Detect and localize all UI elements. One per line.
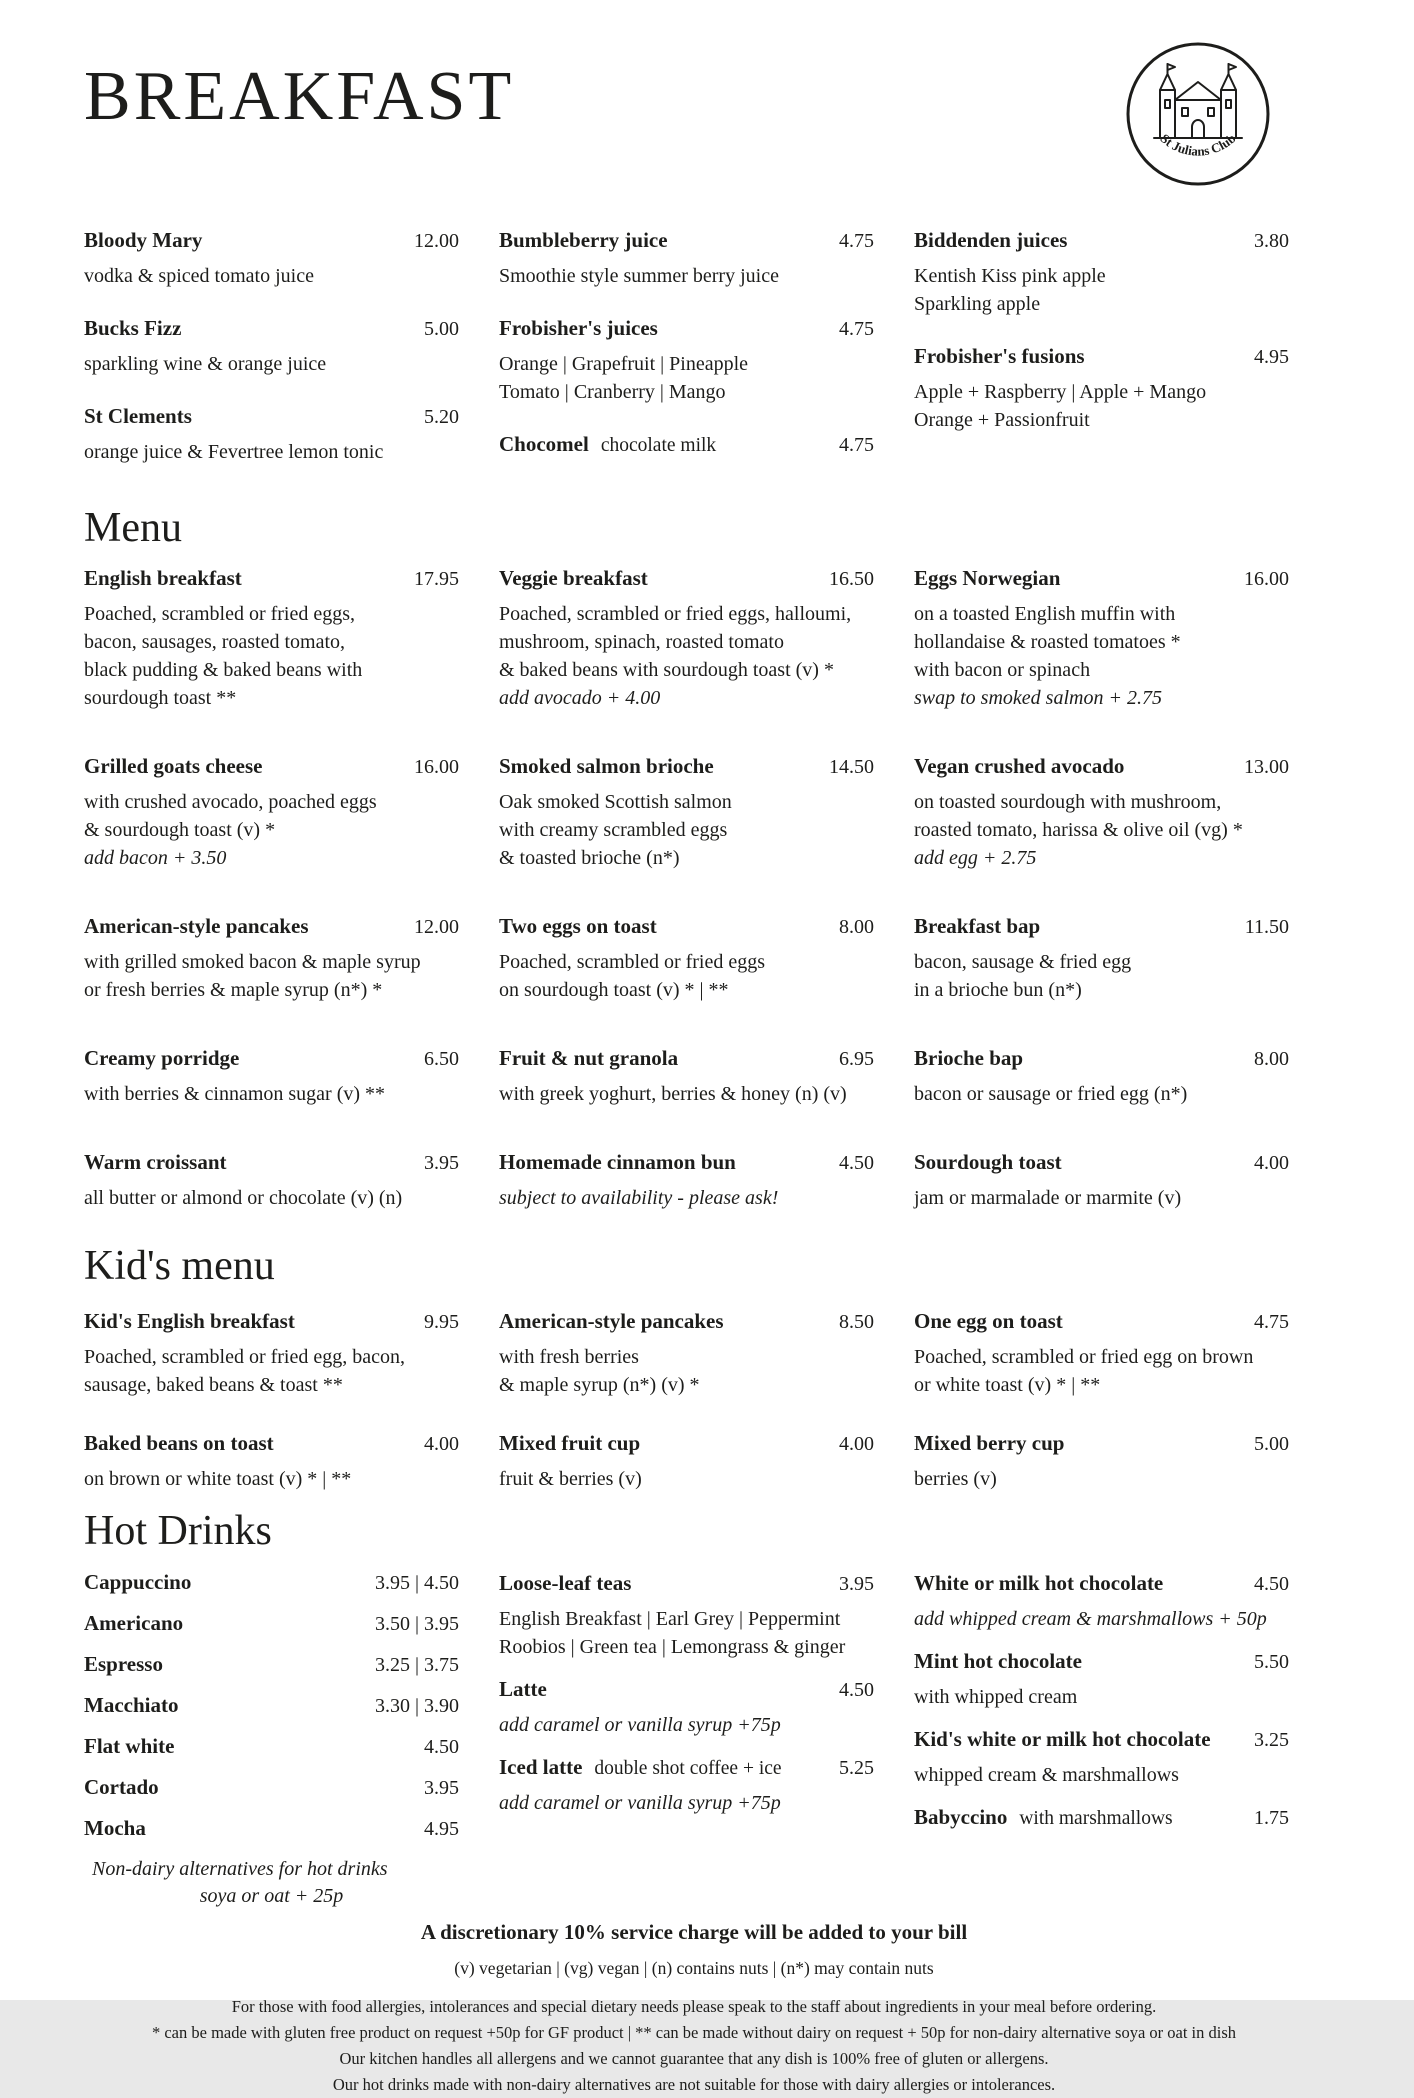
item-desc-line: with crushed avocado, poached eggs — [84, 791, 377, 814]
item-chocomel — [499, 430, 874, 458]
hot-drinks-column-2 — [499, 1569, 874, 1910]
item-desc-line: Tomato | Cranberry | Mango — [499, 381, 726, 403]
item-breakfast-bap — [914, 912, 1289, 1004]
item-name: Fruit & nut granola — [499, 1046, 679, 1071]
item-name: Vegan crushed avocado — [914, 754, 1125, 779]
item-name: Homemade cinnamon bun — [499, 1150, 736, 1175]
item-price: 4.95 — [424, 1817, 459, 1840]
item-desc-line: with greek yoghurt, berries & honey (n) (v) — [499, 1083, 847, 1106]
item-row — [914, 564, 1289, 592]
item-row — [914, 1148, 1289, 1176]
menu-column-3 — [914, 564, 1289, 1252]
kids-menu-columns — [84, 1307, 1304, 1523]
item-name: Brioche bap — [914, 1046, 1024, 1071]
kids-column-1 — [84, 1307, 459, 1523]
item-desc-line: Poached, scrambled or fried eggs, — [84, 603, 356, 626]
item-desc-line: sparkling wine & orange juice — [84, 353, 327, 375]
item-price: 3.95 | 4.50 — [374, 1571, 459, 1594]
item-name: Flat white — [84, 1733, 175, 1758]
item-row — [84, 1148, 459, 1176]
item-mocha — [84, 1815, 459, 1842]
item-row — [84, 1774, 459, 1801]
item-name: Espresso — [84, 1651, 163, 1676]
kids-menu-heading: Kid's menu — [84, 1243, 275, 1290]
item-fruit-nut-granola — [499, 1044, 874, 1108]
item-price: 12.00 — [414, 230, 459, 252]
item-desc-line: hollandaise & roasted tomatoes * — [914, 631, 1181, 654]
item-name: Smoked salmon brioche — [499, 754, 714, 779]
item-row — [84, 1815, 459, 1842]
item-row — [84, 752, 459, 780]
menu-column-2 — [499, 564, 874, 1252]
item-name: Warm croissant — [84, 1150, 227, 1175]
item-row — [499, 1148, 874, 1176]
drinks-column-3 — [914, 226, 1289, 490]
item-price: 4.50 — [839, 1152, 874, 1175]
item-iced-latte — [499, 1753, 874, 1817]
dietary-key: (v) vegetarian | (vg) vegan | (n) contains nuts | (n*) may contain nuts — [454, 1957, 934, 1978]
drinks-column-2 — [499, 226, 874, 490]
item-name: Bumbleberry juice — [499, 228, 668, 252]
item-americano — [84, 1610, 459, 1637]
item-price: 8.00 — [1254, 1048, 1289, 1071]
item-price: 4.00 — [1254, 1152, 1289, 1175]
item-desc-line: English Breakfast | Earl Grey | Peppermint — [499, 1607, 841, 1630]
item-price: 3.25 — [1254, 1728, 1289, 1751]
item-row — [84, 1429, 459, 1457]
item-white-or-milk-hot-chocolate — [914, 1569, 1289, 1633]
item-name: Kid's English breakfast — [84, 1308, 295, 1333]
item-name: Chocomel — [499, 432, 589, 456]
item-row — [84, 1692, 459, 1719]
item-row — [499, 1429, 874, 1457]
kids-menu-section — [84, 1242, 1304, 1522]
item-desc-line: whipped cream & marshmallows — [914, 1763, 1179, 1786]
item-desc-line: add caramel or vanilla syrup +75p — [499, 1791, 781, 1814]
item-name: Baked beans on toast — [84, 1430, 274, 1455]
item-row — [499, 912, 874, 940]
item-desc-line: Apple + Raspberry | Apple + Mango — [914, 381, 1207, 403]
item-name: Mint hot chocolate — [914, 1648, 1082, 1673]
item-row — [914, 1307, 1289, 1335]
hot-drinks-heading: Hot Drinks — [84, 1507, 272, 1554]
item-price: 5.50 — [1254, 1650, 1289, 1673]
item-warm-croissant — [84, 1148, 459, 1212]
item-name: Frobisher's fusions — [914, 344, 1085, 368]
hot-drinks-columns — [84, 1569, 1304, 1910]
item-row — [84, 564, 459, 592]
item-brioche-bap — [914, 1044, 1289, 1108]
item-desc-line: all butter or almond or chocolate (v) (n) — [84, 1187, 403, 1210]
item-price: 3.25 | 3.75 — [374, 1653, 459, 1676]
item-price: 5.00 — [1254, 1432, 1289, 1455]
svg-text:St Julians Club — [1157, 131, 1238, 159]
item-name: White or milk hot chocolate — [914, 1570, 1164, 1595]
item-price: 16.00 — [414, 756, 459, 779]
item-creamy-porridge — [84, 1044, 459, 1108]
item-row — [914, 912, 1289, 940]
drinks-column-1 — [84, 226, 459, 490]
item-bloody-mary — [84, 226, 459, 290]
hot-drinks-column-1 — [84, 1569, 459, 1910]
note-soya-or-oat-25p: soya or oat + 25p — [199, 1884, 344, 1907]
allergy-note-1: For those with food allergies, intolerances and special dietary needs please speak to the staff about ingredients in your meal before ordering. — [231, 1996, 1157, 2016]
item-price: 5.25 — [839, 1756, 874, 1779]
allergy-note-3: Our kitchen handles all allergens and we cannot guarantee that any dish is 100% free of gluten or allergens. — [339, 2048, 1049, 2068]
item-espresso — [84, 1651, 459, 1678]
item-desc-line: Poached, scrambled or fried egg, bacon, — [84, 1345, 405, 1368]
item-row — [499, 430, 874, 458]
item-name: Frobisher's juices — [499, 316, 658, 340]
item-price: 3.80 — [1254, 230, 1289, 252]
item-desc-line: orange juice & Fevertree lemon tonic — [84, 441, 384, 463]
item-row — [914, 1647, 1289, 1675]
item-desc-line: in a brioche bun (n*) — [914, 979, 1082, 1002]
item-price: 4.75 — [839, 434, 874, 456]
item-desc-line: with fresh berries — [499, 1345, 639, 1368]
item-desc-line: sausage, baked beans & toast ** — [84, 1373, 343, 1396]
item-row — [499, 1307, 874, 1335]
item-inline-desc: chocolate milk — [600, 435, 717, 456]
item-row — [914, 342, 1289, 370]
item-desc-line: vodka & spiced tomato juice — [84, 265, 314, 287]
item-name: Bloody Mary — [84, 228, 203, 252]
item-desc-line: on brown or white toast (v) * | ** — [84, 1467, 352, 1490]
item-baked-beans-on-toast — [84, 1429, 459, 1493]
hot-drinks-column-3 — [914, 1569, 1289, 1910]
item-desc-line: add whipped cream & marshmallows + 50p — [914, 1607, 1267, 1630]
item-desc-line: with whipped cream — [914, 1685, 1078, 1708]
item-row — [84, 912, 459, 940]
item-price: 3.50 | 3.95 — [374, 1612, 459, 1635]
item-desc-line: bacon, sausages, roasted tomato, — [84, 631, 346, 654]
item-price: 4.95 — [1254, 346, 1289, 368]
item-desc-line: fruit & berries (v) — [499, 1467, 642, 1490]
item-desc-line: on sourdough toast (v) * | ** — [499, 979, 729, 1002]
item-row — [84, 1651, 459, 1678]
item-desc-line: on a toasted English muffin with — [914, 603, 1176, 626]
menu-column-1 — [84, 564, 459, 1252]
item-inline-desc: with marshmallows — [1019, 1807, 1173, 1829]
footer — [64, 1920, 1324, 2098]
item-desc-line: Orange | Grapefruit | Pineapple — [499, 353, 749, 375]
item-name: Bucks Fizz — [84, 316, 182, 340]
item-row — [84, 1733, 459, 1760]
item-desc-line: & maple syrup (n*) (v) * — [499, 1373, 700, 1396]
item-desc-line: roasted tomato, harissa & olive oil (vg) * — [914, 819, 1243, 842]
item-loose-leaf-teas — [499, 1569, 874, 1661]
item-inline-desc: double shot coffee + ice — [594, 1757, 782, 1779]
item-name: English breakfast — [84, 566, 242, 591]
item-price: 1.75 — [1254, 1806, 1289, 1829]
item-row — [499, 1753, 874, 1781]
item-row — [914, 1725, 1289, 1753]
item-desc-line: & baked beans with sourdough toast (v) * — [499, 659, 834, 682]
note-non-dairy-alternatives-for-hot-drinks: Non-dairy alternatives for hot drinks — [92, 1857, 388, 1880]
item-price: 3.95 — [424, 1152, 459, 1175]
item-frobisher-s-fusions — [914, 342, 1289, 434]
item-desc-line: Roobios | Green tea | Lemongrass & ginger — [499, 1635, 846, 1658]
item-row — [499, 314, 874, 342]
item-name: Cortado — [84, 1774, 159, 1799]
item-desc-line: add egg + 2.75 — [914, 847, 1037, 870]
item-price: 4.00 — [839, 1432, 874, 1455]
item-mixed-fruit-cup — [499, 1429, 874, 1493]
item-row — [914, 1429, 1289, 1457]
item-desc-line: or fresh berries & maple syrup (n*) * — [84, 979, 383, 1002]
item-price: 4.50 — [1254, 1572, 1289, 1595]
item-name: Veggie breakfast — [499, 566, 648, 591]
item-price: 6.50 — [424, 1048, 459, 1071]
club-logo-icon — [1122, 38, 1274, 190]
menu-section — [84, 504, 1304, 1252]
item-row — [914, 752, 1289, 780]
item-frobisher-s-juices — [499, 314, 874, 406]
item-price: 4.75 — [1254, 1310, 1289, 1333]
item-price: 14.50 — [829, 756, 874, 779]
club-logo — [1122, 38, 1274, 190]
item-desc-line: add caramel or vanilla syrup +75p — [499, 1713, 781, 1736]
item-name: Babyccino — [914, 1804, 1008, 1829]
item-desc-line: with creamy scrambled eggs — [499, 819, 728, 842]
menu-heading: Menu — [84, 505, 182, 551]
item-name: St Clements — [84, 404, 192, 428]
item-row — [84, 1610, 459, 1637]
item-desc-line: & toasted brioche (n*) — [499, 847, 680, 870]
item-name: Two eggs on toast — [499, 914, 657, 939]
item-name: Macchiato — [84, 1692, 179, 1717]
item-st-clements — [84, 402, 459, 466]
item-row — [914, 1569, 1289, 1597]
header — [84, 0, 1304, 170]
item-name: Creamy porridge — [84, 1046, 240, 1071]
item-desc-line: Kentish Kiss pink apple — [914, 265, 1106, 287]
item-eggs-norwegian — [914, 564, 1289, 712]
item-biddenden-juices — [914, 226, 1289, 318]
item-name: Iced latte — [499, 1754, 583, 1779]
item-babyccino — [914, 1803, 1289, 1831]
item-row — [84, 402, 459, 430]
item-desc-line: bacon or sausage or fried egg (n*) — [914, 1083, 1188, 1106]
item-name: Grilled goats cheese — [84, 754, 263, 779]
item-american-style-pancakes — [84, 912, 459, 1004]
item-desc-line: or white toast (v) * | ** — [914, 1373, 1101, 1396]
club-logo-text: St Julians Club — [1157, 130, 1239, 159]
item-row — [499, 1044, 874, 1072]
item-desc-line: with bacon or spinach — [914, 659, 1091, 682]
allergy-note-2: * can be made with gluten free product on request +50p for GF product | ** can be made without dairy on request + 50p for non-dairy alternative soya or oat in dish — [151, 2022, 1237, 2042]
item-mint-hot-chocolate — [914, 1647, 1289, 1711]
item-sourdough-toast — [914, 1148, 1289, 1212]
item-row — [499, 226, 874, 254]
item-smoked-salmon-brioche — [499, 752, 874, 872]
item-desc-line: subject to availability - please ask! — [499, 1187, 779, 1210]
item-row — [499, 1675, 874, 1703]
item-name: Mixed berry cup — [914, 1430, 1065, 1455]
item-name: Cappuccino — [84, 1569, 192, 1594]
item-name: Mocha — [84, 1815, 146, 1840]
item-price: 6.95 — [839, 1048, 874, 1071]
item-desc-line: jam or marmalade or marmite (v) — [914, 1187, 1182, 1210]
item-row — [914, 226, 1289, 254]
item-row — [914, 1044, 1289, 1072]
item-desc-line: Orange + Passionfruit — [914, 409, 1090, 431]
item-desc-line: Poached, scrambled or fried egg on brown — [914, 1345, 1254, 1368]
item-price: 5.00 — [424, 318, 459, 340]
hot-drinks-section — [84, 1507, 1304, 1910]
item-two-eggs-on-toast — [499, 912, 874, 1004]
item-row — [84, 314, 459, 342]
item-row — [84, 1044, 459, 1072]
item-price: 16.50 — [829, 568, 874, 591]
allergy-note-4: Our hot drinks made with non-dairy alternatives are not suitable for those with dairy allergies or intolerances. — [332, 2074, 1056, 2094]
item-desc-line: Sparkling apple — [914, 293, 1041, 315]
item-english-breakfast — [84, 564, 459, 712]
item-price: 3.95 — [839, 1572, 874, 1595]
item-price: 4.50 — [424, 1735, 459, 1758]
item-price: 3.30 | 3.90 — [374, 1694, 459, 1717]
item-price: 13.00 — [1244, 756, 1289, 779]
item-name: One egg on toast — [914, 1308, 1063, 1333]
item-row — [84, 226, 459, 254]
item-bumbleberry-juice — [499, 226, 874, 290]
item-price: 4.75 — [839, 230, 874, 252]
item-row — [499, 752, 874, 780]
item-desc-line: add bacon + 3.50 — [84, 847, 227, 870]
item-desc-line: swap to smoked salmon + 2.75 — [914, 687, 1162, 710]
item-price: 3.95 — [424, 1776, 459, 1799]
item-price: 9.95 — [424, 1310, 459, 1333]
kids-column-2 — [499, 1307, 874, 1523]
item-desc-line: Oak smoked Scottish salmon — [499, 791, 732, 814]
item-row — [499, 564, 874, 592]
item-row — [914, 1803, 1289, 1831]
item-desc-line: black pudding & baked beans with — [84, 659, 363, 682]
service-charge-note: A discretionary 10% service charge will be added to your bill — [420, 1919, 968, 1944]
item-homemade-cinnamon-bun — [499, 1148, 874, 1212]
item-price: 4.75 — [839, 318, 874, 340]
item-desc-line: Poached, scrambled or fried eggs — [499, 951, 766, 974]
menu-columns — [84, 564, 1304, 1252]
item-kid-s-english-breakfast — [84, 1307, 459, 1399]
item-desc-line: & sourdough toast (v) * — [84, 819, 276, 842]
item-macchiato — [84, 1692, 459, 1719]
item-one-egg-on-toast — [914, 1307, 1289, 1399]
item-price: 12.00 — [414, 916, 459, 939]
item-desc-line: with berries & cinnamon sugar (v) ** — [84, 1083, 386, 1106]
item-name: Biddenden juices — [914, 228, 1068, 252]
drinks-columns — [84, 226, 1304, 490]
item-price: 4.50 — [839, 1678, 874, 1701]
item-desc-line: with grilled smoked bacon & maple syrup — [84, 951, 421, 974]
item-name: Eggs Norwegian — [914, 566, 1061, 591]
item-desc-line: bacon, sausage & fried egg — [914, 951, 1132, 974]
item-kid-s-white-or-milk-hot-chocolate — [914, 1725, 1289, 1789]
item-desc-line: Smoothie style summer berry juice — [499, 265, 779, 287]
item-name: Latte — [499, 1676, 547, 1701]
item-desc-line: add avocado + 4.00 — [499, 687, 661, 710]
item-price: 16.00 — [1244, 568, 1289, 591]
item-price: 8.00 — [839, 916, 874, 939]
item-desc-line: sourdough toast ** — [84, 687, 237, 710]
item-latte — [499, 1675, 874, 1739]
item-veggie-breakfast — [499, 564, 874, 712]
item-grilled-goats-cheese — [84, 752, 459, 872]
item-desc-line: mushroom, spinach, roasted tomato — [499, 631, 784, 654]
drinks-section — [84, 226, 1304, 490]
page-title: BREAKFAST — [84, 58, 515, 135]
item-mixed-berry-cup — [914, 1429, 1289, 1493]
item-name: Kid's white or milk hot chocolate — [914, 1726, 1211, 1751]
item-name: American-style pancakes — [499, 1308, 724, 1333]
item-row — [84, 1307, 459, 1335]
item-desc-line: Poached, scrambled or fried eggs, halloumi, — [499, 603, 852, 626]
item-name: Americano — [84, 1610, 184, 1635]
item-row — [84, 1569, 459, 1596]
item-price: 5.20 — [424, 406, 459, 428]
item-name: American-style pancakes — [84, 914, 309, 939]
item-desc-line: on toasted sourdough with mushroom, — [914, 791, 1222, 814]
item-name: Loose-leaf teas — [499, 1570, 632, 1595]
item-price: 8.50 — [839, 1310, 874, 1333]
item-desc-line: berries (v) — [914, 1467, 997, 1490]
item-flat-white — [84, 1733, 459, 1760]
item-vegan-crushed-avocado — [914, 752, 1289, 872]
item-cortado — [84, 1774, 459, 1801]
item-price: 17.95 — [414, 568, 459, 591]
item-name: Sourdough toast — [914, 1150, 1062, 1175]
item-price: 11.50 — [1244, 916, 1289, 939]
item-bucks-fizz — [84, 314, 459, 378]
item-american-style-pancakes — [499, 1307, 874, 1399]
item-name: Breakfast bap — [914, 914, 1041, 939]
item-name: Mixed fruit cup — [499, 1430, 641, 1455]
item-price: 4.00 — [424, 1432, 459, 1455]
item-cappuccino — [84, 1569, 459, 1596]
item-row — [499, 1569, 874, 1597]
kids-column-3 — [914, 1307, 1289, 1523]
